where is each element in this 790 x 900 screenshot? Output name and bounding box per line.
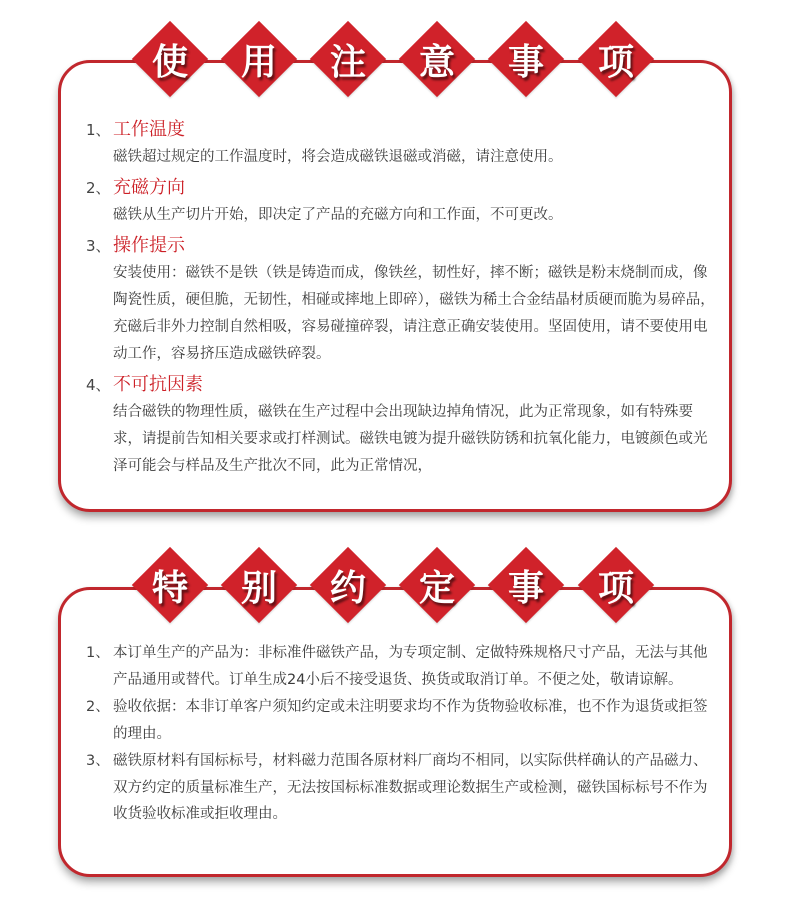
notice-item-title bbox=[86, 174, 720, 202]
title-diamond bbox=[131, 546, 209, 624]
item-number: 1、 bbox=[86, 645, 110, 661]
notice-item-title bbox=[86, 116, 720, 144]
item-heading: 操作提示 bbox=[113, 235, 185, 256]
item-number: 2、 bbox=[86, 179, 111, 197]
title-diamond bbox=[577, 20, 655, 98]
item-body: 磁铁超过规定的工作温度时，将会造成磁铁退磁或消磁，请注意使用。 bbox=[113, 149, 563, 165]
item-number: 2、 bbox=[86, 699, 110, 715]
title-diamond bbox=[398, 546, 476, 624]
item-heading: 不可抗因素 bbox=[113, 374, 203, 395]
item-number: 4、 bbox=[86, 376, 111, 394]
title-diamond bbox=[131, 20, 209, 98]
title-char: 项 bbox=[597, 567, 634, 609]
item-text: 本订单生产的产品为：非标准件磁铁产品，为专项定制、定做特殊规格尺寸产品，无法与其他产品通用或替代。订单生成24小后不接受退货、换货或取消订单。不便之处，敬请谅解。 bbox=[113, 645, 708, 688]
agreement-item bbox=[86, 694, 720, 747]
agreement-header bbox=[0, 546, 790, 626]
title-char: 事 bbox=[507, 567, 544, 609]
agreement-content bbox=[86, 640, 720, 829]
item-body: 磁铁从生产切片开始，即决定了产品的充磁方向和工作面，不可更改。 bbox=[113, 207, 563, 223]
notice-content bbox=[86, 116, 720, 483]
title-char: 特 bbox=[151, 567, 188, 609]
title-char: 注 bbox=[329, 41, 366, 83]
title-diamond bbox=[309, 20, 387, 98]
title-diamond bbox=[487, 546, 565, 624]
agreement-item bbox=[86, 640, 720, 693]
title-char: 约 bbox=[329, 567, 366, 609]
title-char: 用 bbox=[240, 41, 277, 83]
item-number: 1、 bbox=[86, 121, 111, 139]
title-diamond bbox=[577, 546, 655, 624]
item-body: 安装使用：磁铁不是铁（铁是铸造而成，像铁丝，韧性好，摔不断；磁铁是粉末烧制而成，像陶瓷性质，硬但脆，无韧性，相碰或摔地上即碎），磁铁为稀土合金结晶材质硬而脆为易碎品，充磁后非外力控制自然相吸，容易碰撞碎裂，请注意正确安装使用。坚固使用，请不要使用电动工作，容易挤压造成磁铁碎裂。 bbox=[113, 265, 715, 362]
title-char: 定 bbox=[418, 567, 455, 609]
notice-item-title bbox=[86, 371, 720, 399]
title-diamond bbox=[309, 546, 387, 624]
notice-item-title bbox=[86, 232, 720, 260]
item-heading: 充磁方向 bbox=[113, 177, 185, 198]
title-char: 项 bbox=[597, 41, 634, 83]
item-heading: 工作温度 bbox=[113, 119, 185, 140]
title-char: 使 bbox=[151, 41, 188, 83]
agreement-item bbox=[86, 748, 720, 828]
item-number: 3、 bbox=[86, 753, 110, 769]
title-diamond bbox=[398, 20, 476, 98]
title-char: 事 bbox=[507, 41, 544, 83]
title-diamond bbox=[220, 20, 298, 98]
item-text: 验收依据：本非订单客户须知约定或未注明要求均不作为货物验收标准，也不作为退货或拒签的理由。 bbox=[113, 699, 708, 742]
item-body: 结合磁铁的物理性质，磁铁在生产过程中会出现缺边掉角情况，此为正常现象，如有特殊要求，请提前告知相关要求或打样测试。磁铁电镀为提升磁铁防锈和抗氧化能力，电镀颜色或光泽可能会与样品及生产批次不同，此为正常情况， bbox=[113, 404, 708, 474]
notice-header bbox=[0, 20, 790, 100]
item-text: 磁铁原材料有国标标号，材料磁力范围各原材料厂商均不相同，以实际供样确认的产品磁力、双方约定的质量标准生产，无法按国标标准数据或理论数据生产或检测，磁铁国标标号不作为收货验收标准或拒收理由。 bbox=[113, 753, 708, 822]
title-char: 意 bbox=[418, 41, 455, 83]
title-diamond bbox=[487, 20, 565, 98]
item-number: 3、 bbox=[86, 237, 111, 255]
title-diamond bbox=[220, 546, 298, 624]
title-char: 别 bbox=[240, 567, 277, 609]
